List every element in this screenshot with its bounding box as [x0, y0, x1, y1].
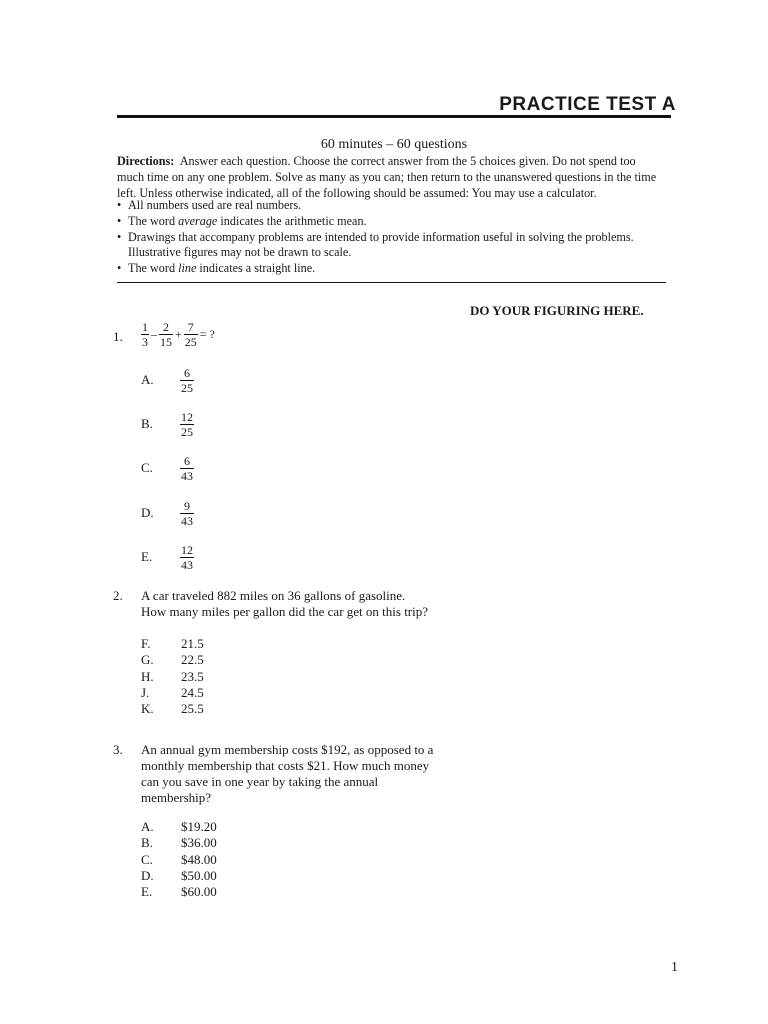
q2-choice: F. 21.5 — [141, 636, 204, 651]
q2-choices — [141, 636, 204, 717]
q3-choice: B. $36.00 — [141, 835, 217, 851]
q1-choice-c-value: $\frac{6}{43}$ — [181, 454, 193, 483]
directions-text: Answer each question. Choose the correct answer from the 5 choices given. Do not spend too much time on any one problem. Solve as many as you can; then return to the unanswered questions in the time left. Unless otherwise indicated, all of the following should be assumed: You may use a calculator. — [117, 154, 657, 200]
q1-number: 1. — [113, 329, 123, 344]
q3-choice: C. $48.00 — [141, 851, 217, 867]
bullet-item — [117, 230, 662, 260]
q1-fraction: $\frac{2}{15}$ — [160, 320, 172, 349]
q1-expression: $\frac{1}{3}$ – $\frac{2}{15}$ + $\frac{7}{25}$ = ? — [142, 320, 215, 349]
q1-choice-e-value: $\frac{12}{43}$ — [181, 543, 193, 572]
q1-choice-b-value: $\frac{12}{25}$ — [181, 410, 193, 439]
q1-choice-a-letter: A. — [141, 372, 154, 387]
bullet-text: Drawings that accompany problems are intended to provide information useful in solving the problems. Illustrative figures may not be drawn to scale. — [128, 230, 634, 259]
q1-choice-a-value: $\frac{6}{25}$ — [181, 366, 193, 395]
figuring-label: DO YOUR FIGURING HERE. — [470, 303, 644, 318]
page-number: 1 — [671, 960, 678, 975]
directions-label: Directions: — [117, 154, 175, 168]
bullet-text: The word average indicates the arithmetic mean. — [128, 214, 367, 228]
q1-choice-d-letter: D. — [141, 505, 154, 520]
q3-choice: D. $50.00 — [141, 867, 217, 883]
q1-choice-b-letter: B. — [141, 416, 153, 431]
q2-text: A car traveled 882 miles on 36 gallons of gasoline. How many miles per gallon did the car get on this trip? — [141, 588, 429, 619]
q1-choice-d-value: $\frac{9}{43}$ — [181, 499, 193, 528]
directions-bullets — [117, 198, 662, 277]
directions — [117, 153, 662, 201]
directions-rule — [117, 282, 666, 283]
q3-text: An annual gym membership costs $192, as opposed to a monthly membership that costs $21. How much money can you save in one year by taking the annual membership? — [141, 742, 434, 805]
q2-choice: H. 23.5 — [141, 668, 204, 684]
bullet-icon: • — [117, 261, 122, 275]
q3-number: 3. — [113, 742, 123, 757]
bullet-icon: • — [117, 198, 122, 212]
q3-choices — [141, 819, 217, 900]
q3-choice: E. $60.00 — [141, 884, 217, 900]
q1-choice-c-letter: C. — [141, 460, 153, 475]
q1-fraction: $\frac{1}{3}$ — [142, 320, 148, 349]
bullet-text: The word line indicates a straight line. — [128, 261, 316, 275]
q1-choice-e-letter: E. — [141, 549, 153, 564]
q3-choice: A. $19.20 — [141, 819, 217, 834]
bullet-icon: • — [117, 214, 122, 228]
q1-fraction: $\frac{7}{25}$ — [184, 320, 197, 349]
test-subtitle: 60 minutes – 60 questions — [320, 137, 468, 152]
bullet-item — [117, 198, 662, 213]
q2-choice: J. 24.5 — [141, 684, 204, 700]
bullet-item — [117, 214, 662, 229]
bullet-text: All numbers used are real numbers. — [128, 198, 302, 212]
page-title: PRACTICE TEST A — [499, 94, 676, 115]
q2-choice: G. 22.5 — [141, 652, 204, 668]
q2-number: 2. — [113, 588, 123, 603]
q2-choice: K. 25.5 — [141, 701, 204, 717]
bullet-item — [117, 261, 662, 276]
title-rule — [117, 115, 671, 118]
bullet-icon: • — [117, 230, 122, 244]
